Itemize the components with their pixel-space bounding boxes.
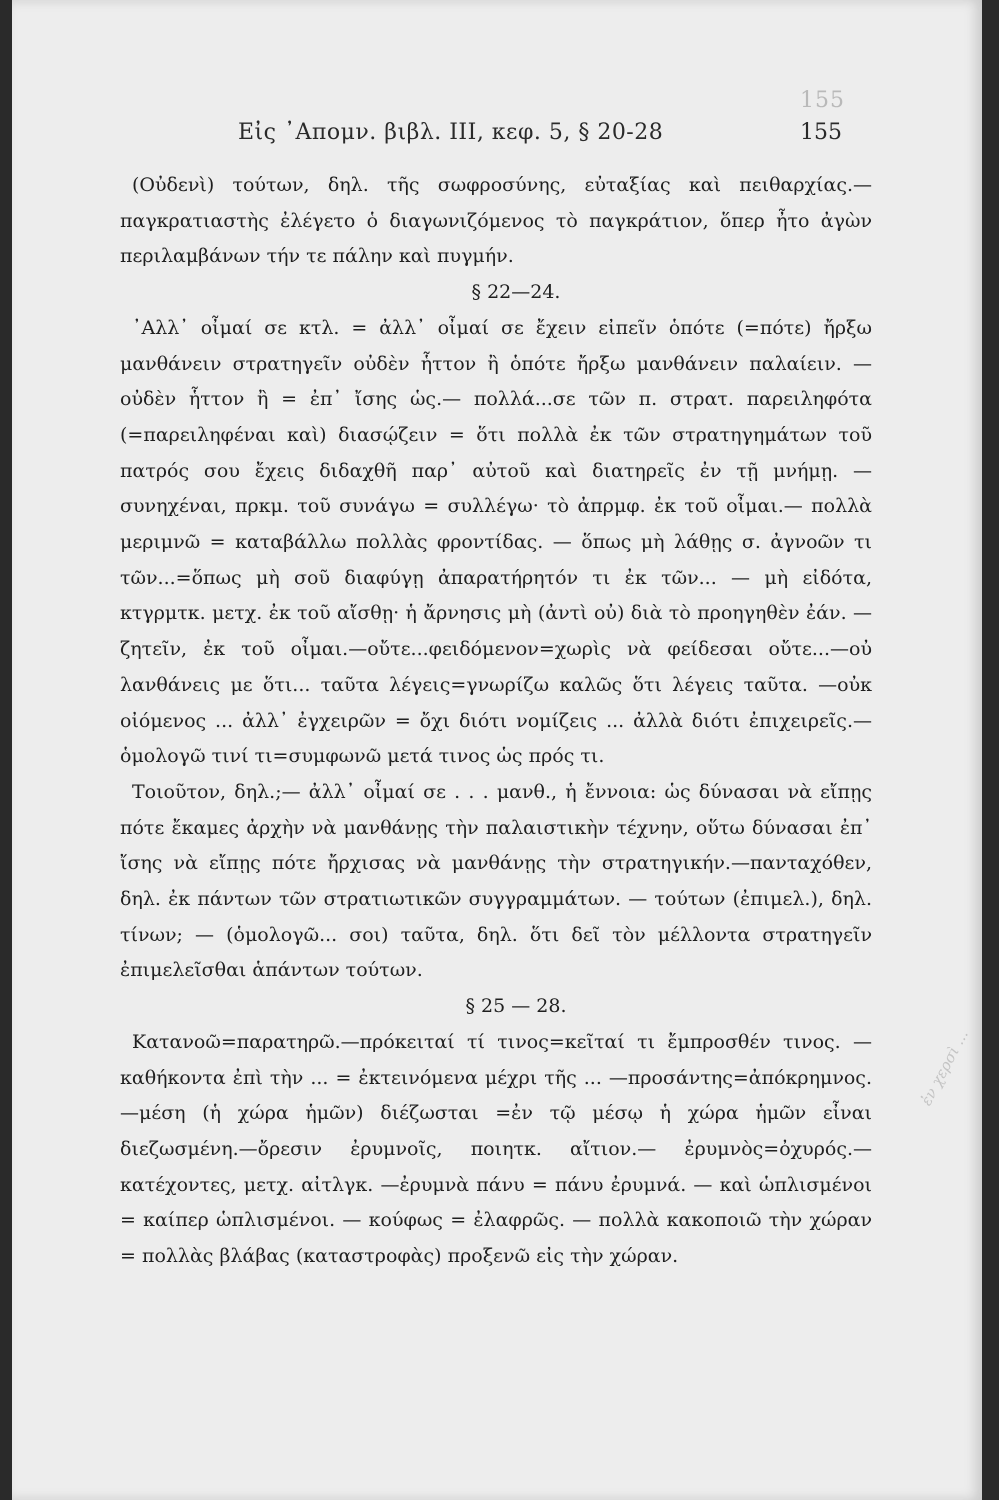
paragraph: Τοιοῦτον, δηλ.;— ἀλλ᾿ οἶμαί σε . . . μανθ., ἡ ἔννοια: ὡς δύνασαι νὰ εἴπῃς πότε ἔκαμες ἀρχὴν νὰ μανθάνῃς τὴν παλαιστικὴν τέχνην, οὕτω δύνασαι ἐπ᾿ ἴσης νὰ εἴπῃς πότε ἤρχισας νὰ μανθάνῃς τὴν στρατηγικήν.—πανταχόθεν, δηλ. ἐκ πάντων τῶν στρατιωτικῶν συγγραμμάτων. — τούτων (ἐπιμελ.), δηλ. τίνων; — (ὁμολογῶ... σοι) ταῦτα, δηλ. ὅτι δεῖ τὸν μέλλοντα στρατηγεῖν ἐπιμελεῖσθαι ἁπάντων τούτων.: [120, 780, 872, 982]
section-heading: § 22—24.: [471, 281, 561, 304]
book-page: [12, 0, 982, 1500]
margin-pencil-note: ἐν χερσὶ ...: [917, 1026, 972, 1109]
page-number: 155: [800, 120, 842, 145]
pencil-page-mark: 155: [800, 88, 845, 113]
paragraph: ᾿Αλλ᾿ οἶμαί σε κτλ. = ἀλλ᾿ οἶμαί σε ἔχειν εἰπεῖν ὁπότε (=πότε) ἤρξω μανθάνειν στρατηγεῖν οὐδὲν ἧττον ἢ ὁπότε ἤρξω μανθάνειν παλαίειν. — οὐδὲν ἧττον ἢ = ἐπ᾿ ἴσης ὡς.— πολλά...σε τῶν π. στρατ. παρειληφότα (=παρειληφέναι καὶ) διασῴζειν = ὅτι πολλὰ ἐκ τῶν στρατηγημάτων τοῦ πατρός σου ἔχεις διδαχθῆ παρ᾿ αὐτοῦ καὶ διατηρεῖς ἐν τῇ μνήμῃ. — συνηχέναι, πρκμ. τοῦ συνάγω = συλλέγω· τὸ ἀπρμφ. ἐκ τοῦ οἶμαι.— πολλὰ μεριμνῶ = καταβάλλω πολλὰς φροντίδας. — ὅπως μὴ λάθῃς σ. ἀγνοῶν τι τῶν...=ὅπως μὴ σοῦ διαφύγῃ ἀπαρατήρητόν τι ἐκ τῶν... — μὴ εἰδότα, κτγρμτκ. μετχ. ἐκ τοῦ αἴσθῃ· ἡ ἄρνησις μὴ (ἀντὶ οὐ) διὰ τὸ προηγηθὲν ἐάν. — ζητεῖν, ἐκ τοῦ οἶμαι.—οὔτε...φειδόμενον=χωρὶς νὰ φείδεσαι οὔτε...—οὐ λανθάνεις με ὅτι... ταῦτα λέγεις=γνωρίζω καλῶς ὅτι λέγεις ταῦτα. —οὐκ οἰόμενος ... ἀλλ᾿ ἐγχειρῶν = ὄχι διότι νομίζεις ... ἀλλὰ διότι ἐπιχειρεῖς.—ὁμολογῶ τινί τι=συμφωνῶ μετά τινος ὡς πρός τι.: [120, 316, 872, 768]
paragraph: Κατανοῶ=παρατηρῶ.—πρόκειταί τί τινος=κεῖταί τι ἔμπροσθέν τινος. — καθήκοντα ἐπὶ τὴν ... = ἐκτεινόμενα μέχρι τῆς ... —προσάντης=ἀπόκρημνος.—μέση (ἡ χώρα ἡμῶν) διέζωσται =ἐν τῷ μέσῳ ἡ χώρα ἡμῶν εἶναι διεζωσμένη.—ὄρεσιν ἐρυμνοῖς, ποιητκ. αἴτιον.— ἐρυμνὸς=ὀχυρός.— κατέχοντες, μετχ. αἰτλγκ. —ἐρυμνὰ πάνυ = πάνυ ἐρυμνά. — καὶ ὡπλισμένοι = καίπερ ὡπλισμένοι. — κούφως = ἐλαφρῶς. — πολλὰ κακοποιῶ τὴν χώραν = πολλὰς βλάβας (καταστροφὰς) προξενῶ εἰς τὴν χώραν.: [120, 1030, 872, 1268]
paragraph: (Οὐδενὶ) τούτων, δηλ. τῆς σωφροσύνης, εὐταξίας καὶ πειθαρχίας.—παγκρατιαστὴς ἐλέγετο ὁ διαγωνιζόμενος τὸ παγκράτιον, ὅπερ ἦτο ἀγὼν περιλαμβάνων τήν τε πάλην καὶ πυγμήν.: [120, 174, 872, 268]
body-text: [120, 168, 872, 1275]
running-head: Εἰς ᾿Απομν. βιβλ. III, κεφ. 5, § 20-28: [238, 120, 664, 145]
section-heading: § 25 — 28.: [465, 995, 567, 1018]
